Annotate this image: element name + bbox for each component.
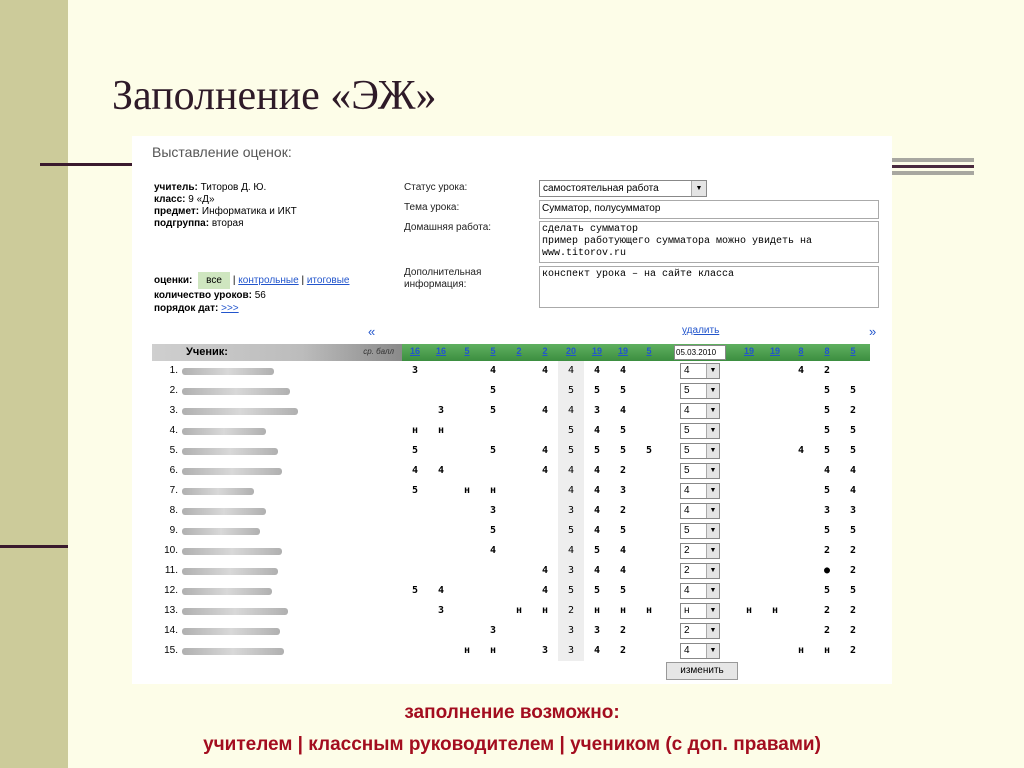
chevron-down-icon: ▼: [706, 624, 719, 638]
chevron-down-icon: ▼: [706, 544, 719, 558]
grade-cell[interactable]: н: [797, 645, 805, 656]
grade-select-value: 2: [684, 545, 690, 556]
grade-cell[interactable]: 3: [541, 645, 549, 656]
table-row: [152, 421, 870, 441]
homework-textarea[interactable]: сделать сумматор пример работующего сумматора можно увидеть на www.titorov.ru: [539, 221, 879, 263]
subgroup-value: вторая: [211, 218, 244, 229]
student-name-redacted: [182, 648, 284, 655]
grade-cell[interactable]: 2: [849, 545, 857, 556]
row-number: 8.: [169, 505, 178, 516]
date-column-link[interactable]: 16: [409, 346, 420, 356]
student-name-redacted: [182, 488, 254, 495]
grade-cell[interactable]: 5: [619, 525, 627, 536]
grade-cell[interactable]: 5: [823, 485, 831, 496]
grade-cell[interactable]: н: [619, 605, 627, 616]
table-row: [152, 481, 870, 501]
student-name-redacted: [182, 608, 288, 615]
date-column-link[interactable]: 5: [490, 346, 496, 356]
slide-left-bar: [0, 0, 68, 768]
grade-select-value: 4: [684, 505, 690, 516]
grade-select[interactable]: [680, 403, 720, 419]
grade-cell[interactable]: 4: [541, 365, 549, 376]
subject-value: Информатика и ИКТ: [201, 206, 297, 217]
grade-cell[interactable]: н: [489, 645, 497, 656]
grade-cell[interactable]: 3: [823, 505, 831, 516]
prev-dates-link[interactable]: «: [368, 324, 376, 339]
grade-cell[interactable]: 5: [558, 581, 584, 601]
table-row: [152, 441, 870, 461]
grade-cell[interactable]: 4: [849, 465, 857, 476]
grade-cell[interactable]: 5: [849, 425, 857, 436]
grade-cell[interactable]: 4: [593, 565, 601, 576]
grade-select[interactable]: [680, 523, 720, 539]
grade-cell[interactable]: 5: [593, 385, 601, 396]
status-label: Статус урока:: [404, 182, 468, 193]
grade-select-value: 4: [684, 645, 690, 656]
grade-cell[interactable]: 2: [619, 645, 627, 656]
grade-cell[interactable]: 3: [593, 405, 601, 416]
grade-cell[interactable]: 4: [593, 485, 601, 496]
grade-select[interactable]: [680, 383, 720, 399]
chevron-down-icon: ▼: [706, 464, 719, 478]
grade-cell[interactable]: н: [645, 605, 653, 616]
grade-cell[interactable]: 4: [619, 365, 627, 376]
grade-cell[interactable]: ●: [823, 565, 831, 576]
grade-cell[interactable]: н: [593, 605, 601, 616]
grades-panel: [132, 136, 892, 684]
grade-cell[interactable]: 4: [593, 365, 601, 376]
grade-select[interactable]: [680, 563, 720, 579]
grade-cell[interactable]: н: [489, 485, 497, 496]
student-header-label: Ученик:: [186, 346, 228, 358]
grade-cell[interactable]: 2: [849, 605, 857, 616]
panel-heading: Выставление оценок:: [152, 144, 292, 160]
grade-cell[interactable]: 4: [411, 465, 419, 476]
date-column-link[interactable]: 5: [464, 346, 470, 356]
grade-cell[interactable]: 3: [558, 621, 584, 641]
grade-cell[interactable]: 4: [797, 365, 805, 376]
homework-label: Домашняя работа:: [404, 222, 492, 233]
grade-cell[interactable]: 4: [619, 565, 627, 576]
chevron-down-icon: ▼: [706, 564, 719, 578]
grade-cell[interactable]: 3: [437, 405, 445, 416]
chevron-down-icon: ▼: [706, 524, 719, 538]
date-column-link[interactable]: 19: [769, 346, 780, 356]
grade-cell[interactable]: 5: [593, 545, 601, 556]
student-column-header: [152, 344, 402, 361]
grade-cell[interactable]: 5: [823, 425, 831, 436]
grade-cell[interactable]: 3: [489, 625, 497, 636]
avg-header-label: ср. балл: [363, 347, 394, 356]
teacher-label: учитель:: [154, 182, 198, 193]
grade-cell[interactable]: 4: [797, 445, 805, 456]
grade-cell[interactable]: 4: [619, 545, 627, 556]
grade-cell[interactable]: н: [411, 425, 419, 436]
grades-table-header: [152, 344, 870, 361]
row-number: 4.: [169, 425, 178, 436]
chevron-down-icon: ▼: [706, 364, 719, 378]
table-row: [152, 581, 870, 601]
grade-cell[interactable]: 5: [823, 445, 831, 456]
grade-cell[interactable]: 4: [558, 481, 584, 501]
chevron-down-icon: ▼: [706, 444, 719, 458]
next-dates-link[interactable]: »: [869, 324, 877, 339]
row-number: 11.: [164, 565, 178, 576]
order-link[interactable]: >>>: [221, 303, 239, 314]
grade-select-value: 5: [684, 385, 690, 396]
grade-select[interactable]: [680, 363, 720, 379]
grade-cell[interactable]: 5: [489, 525, 497, 536]
grade-select-value: 2: [684, 565, 690, 576]
lesson-info: [154, 182, 297, 230]
grade-select-value: 4: [684, 485, 690, 496]
student-name-redacted: [182, 548, 282, 555]
grade-cell[interactable]: 2: [558, 601, 584, 621]
grade-cell[interactable]: н: [463, 645, 471, 656]
grade-cell[interactable]: 4: [849, 485, 857, 496]
chevron-down-icon: ▼: [706, 384, 719, 398]
grade-cell[interactable]: н: [515, 605, 523, 616]
date-column-link[interactable]: 19: [743, 346, 754, 356]
grade-cell[interactable]: 5: [593, 585, 601, 596]
order-label: порядок дат:: [154, 303, 219, 314]
student-name-redacted: [182, 588, 272, 595]
filter-final[interactable]: итоговые: [306, 275, 350, 286]
class-label: класс:: [154, 194, 186, 205]
student-name-redacted: [182, 368, 274, 375]
grade-cell[interactable]: 2: [823, 605, 831, 616]
extra-label: Дополнительная информация:: [404, 267, 482, 290]
grade-cell[interactable]: 3: [558, 501, 584, 521]
status-select[interactable]: [539, 180, 707, 197]
row-number: 14.: [164, 625, 178, 636]
subgroup-label: подгруппа:: [154, 218, 210, 229]
table-row: [152, 541, 870, 561]
chevron-down-icon: ▼: [706, 504, 719, 518]
topic-input[interactable]: Сумматор, полусумматор: [539, 200, 879, 219]
grade-cell[interactable]: 4: [593, 505, 601, 516]
row-number: 3.: [169, 405, 178, 416]
grade-cell[interactable]: 5: [558, 381, 584, 401]
filter-control[interactable]: контрольные: [238, 275, 299, 286]
grade-cell[interactable]: н: [437, 425, 445, 436]
student-name-redacted: [182, 408, 298, 415]
grade-cell[interactable]: 5: [558, 521, 584, 541]
table-row: [152, 601, 870, 621]
grade-cell[interactable]: 5: [849, 385, 857, 396]
grade-cell[interactable]: 4: [558, 461, 584, 481]
grade-select-value: 5: [684, 465, 690, 476]
slide-decor-stripes: [888, 158, 974, 178]
row-number: 13.: [164, 605, 178, 616]
grade-cell[interactable]: 4: [489, 365, 497, 376]
grade-cell[interactable]: 5: [849, 525, 857, 536]
grade-cell[interactable]: 5: [823, 405, 831, 416]
grade-cell[interactable]: 5: [558, 441, 584, 461]
grade-select[interactable]: [680, 423, 720, 439]
grade-cell[interactable]: 4: [541, 565, 549, 576]
grade-cell[interactable]: 4: [558, 401, 584, 421]
grade-cell[interactable]: 3: [489, 505, 497, 516]
grade-select-value: 5: [684, 425, 690, 436]
lesson-date-input[interactable]: 05.03.2010: [674, 345, 726, 360]
grade-cell[interactable]: н: [823, 645, 831, 656]
grade-cell[interactable]: 2: [619, 505, 627, 516]
row-number: 15.: [164, 645, 178, 656]
grade-select-value: 5: [684, 525, 690, 536]
table-row: [152, 461, 870, 481]
grade-select[interactable]: [680, 643, 720, 659]
table-row: [152, 561, 870, 581]
grade-cell[interactable]: 5: [558, 421, 584, 441]
row-number: 1.: [169, 365, 178, 376]
grade-cell[interactable]: 5: [849, 445, 857, 456]
grade-cell[interactable]: н: [771, 605, 779, 616]
row-number: 5.: [169, 445, 178, 456]
grade-cell[interactable]: 5: [619, 385, 627, 396]
slide-decor-line: [40, 163, 136, 166]
status-value: самостоятельная работа: [543, 183, 659, 194]
date-column-link[interactable]: 2: [542, 346, 548, 356]
date-column-link[interactable]: 16: [435, 346, 446, 356]
grade-select[interactable]: [680, 463, 720, 479]
row-number: 12.: [164, 585, 178, 596]
student-name-redacted: [182, 528, 260, 535]
grade-cell[interactable]: н: [541, 605, 549, 616]
grade-select[interactable]: [680, 503, 720, 519]
grade-cell[interactable]: 5: [823, 585, 831, 596]
change-button[interactable]: изменить: [666, 662, 738, 680]
table-row: [152, 521, 870, 541]
student-name-redacted: [182, 428, 266, 435]
table-row: [152, 501, 870, 521]
grade-cell[interactable]: 4: [593, 465, 601, 476]
grade-cell[interactable]: 2: [849, 625, 857, 636]
slide-title: Заполнение «ЭЖ»: [112, 73, 437, 119]
grade-cell[interactable]: 4: [489, 545, 497, 556]
chevron-down-icon: ▼: [706, 484, 719, 498]
grade-cell[interactable]: 4: [541, 405, 549, 416]
grade-cell[interactable]: 2: [849, 405, 857, 416]
grade-cell[interactable]: 4: [593, 645, 601, 656]
table-row: [152, 401, 870, 421]
grade-cell[interactable]: 4: [437, 585, 445, 596]
student-name-redacted: [182, 628, 280, 635]
table-row: [152, 621, 870, 641]
date-column-link[interactable]: 2: [516, 346, 522, 356]
date-column-link[interactable]: 19: [591, 346, 602, 356]
grade-select[interactable]: [680, 443, 720, 459]
grade-select[interactable]: [680, 623, 720, 639]
grade-select[interactable]: [680, 483, 720, 499]
grade-cell[interactable]: 5: [411, 445, 419, 456]
footer-line-2: учителем | классным руководителем | учеником (с доп. правами): [203, 734, 821, 755]
grade-cell[interactable]: 5: [489, 405, 497, 416]
table-row: [152, 381, 870, 401]
grade-cell[interactable]: 3: [558, 641, 584, 661]
grade-cell[interactable]: 2: [849, 565, 857, 576]
grade-cell[interactable]: 3: [437, 605, 445, 616]
grade-cell[interactable]: 3: [558, 561, 584, 581]
chevron-down-icon: ▼: [706, 604, 719, 618]
grade-select-value: 2: [684, 625, 690, 636]
grade-cell[interactable]: 5: [593, 445, 601, 456]
grade-cell[interactable]: 4: [823, 465, 831, 476]
student-name-redacted: [182, 448, 278, 455]
grade-cell[interactable]: 5: [489, 385, 497, 396]
grade-cell[interactable]: 5: [619, 445, 627, 456]
topic-label: Тема урока:: [404, 202, 460, 213]
subject-label: предмет:: [154, 206, 200, 217]
student-name-redacted: [182, 568, 278, 575]
extra-textarea[interactable]: конспект урока – на сайте класса: [539, 266, 879, 308]
grade-cell[interactable]: 4: [541, 585, 549, 596]
chevron-down-icon: ▼: [706, 424, 719, 438]
grade-cell[interactable]: 5: [411, 585, 419, 596]
row-number: 6.: [169, 465, 178, 476]
chevron-down-icon: ▼: [691, 181, 706, 196]
row-number: 9.: [169, 525, 178, 536]
chevron-down-icon: ▼: [706, 644, 719, 658]
grade-cell[interactable]: 2: [619, 465, 627, 476]
grade-cell[interactable]: 4: [593, 525, 601, 536]
grade-cell[interactable]: 2: [823, 545, 831, 556]
filter-separator: |: [232, 275, 236, 286]
table-row: [152, 641, 870, 661]
grade-cell[interactable]: н: [463, 485, 471, 496]
grade-cell[interactable]: 5: [489, 445, 497, 456]
class-value: 9 «Д»: [188, 194, 215, 205]
date-column-link[interactable]: 5: [646, 346, 652, 356]
filter-all[interactable]: все: [198, 272, 230, 289]
date-column-link[interactable]: 8: [798, 346, 804, 356]
grade-select-value: н: [684, 605, 690, 616]
student-name-redacted: [182, 508, 266, 515]
grade-cell[interactable]: 2: [823, 625, 831, 636]
date-column-link[interactable]: 20: [565, 346, 576, 356]
grade-cell[interactable]: 2: [619, 625, 627, 636]
table-row: [152, 361, 870, 381]
grade-cell[interactable]: 5: [619, 585, 627, 596]
grade-cell[interactable]: 4: [558, 361, 584, 381]
grade-cell[interactable]: 4: [619, 405, 627, 416]
grade-cell[interactable]: 2: [823, 365, 831, 376]
grade-cell[interactable]: 5: [823, 385, 831, 396]
grade-cell[interactable]: 3: [411, 365, 419, 376]
grade-select-value: 4: [684, 585, 690, 596]
row-number: 10.: [164, 545, 178, 556]
grade-cell[interactable]: 3: [593, 625, 601, 636]
slide-decor-line: [0, 545, 68, 548]
teacher-value: Титоров Д. Ю.: [200, 182, 267, 193]
grade-cell[interactable]: 4: [593, 425, 601, 436]
filter-separator: |: [301, 275, 305, 286]
grade-cell[interactable]: 5: [849, 585, 857, 596]
grade-cell[interactable]: 5: [619, 425, 627, 436]
grade-cell[interactable]: 5: [823, 525, 831, 536]
student-name-redacted: [182, 468, 282, 475]
grade-select-value: 5: [684, 445, 690, 456]
grade-cell[interactable]: 4: [541, 445, 549, 456]
chevron-down-icon: ▼: [706, 404, 719, 418]
grade-select[interactable]: [680, 583, 720, 599]
grade-cell[interactable]: 2: [849, 645, 857, 656]
grade-cell[interactable]: 5: [645, 445, 653, 456]
date-column-link[interactable]: 19: [617, 346, 628, 356]
grades-filter: [154, 272, 350, 315]
footer-line-1: заполнение возможно:: [404, 702, 620, 723]
grade-cell[interactable]: 4: [558, 541, 584, 561]
grades-label: оценки:: [154, 275, 193, 286]
row-number: 2.: [169, 385, 178, 396]
date-column-link[interactable]: 5: [850, 346, 856, 356]
chevron-down-icon: ▼: [706, 584, 719, 598]
lessons-label: количество уроков:: [154, 290, 252, 301]
grade-cell[interactable]: 3: [619, 485, 627, 496]
grade-select[interactable]: [680, 603, 720, 619]
grade-select-value: 4: [684, 365, 690, 376]
grade-select-value: 4: [684, 405, 690, 416]
grade-cell[interactable]: 4: [437, 465, 445, 476]
grade-cell[interactable]: н: [745, 605, 753, 616]
grade-cell[interactable]: 5: [411, 485, 419, 496]
grade-cell[interactable]: 3: [849, 505, 857, 516]
student-name-redacted: [182, 388, 290, 395]
date-column-link[interactable]: 8: [824, 346, 830, 356]
delete-lesson-link[interactable]: удалить: [682, 325, 720, 336]
lessons-value: 56: [254, 290, 266, 301]
grade-select[interactable]: [680, 543, 720, 559]
grades-table-body: [152, 361, 870, 661]
grade-cell[interactable]: 4: [541, 465, 549, 476]
row-number: 7.: [169, 485, 178, 496]
